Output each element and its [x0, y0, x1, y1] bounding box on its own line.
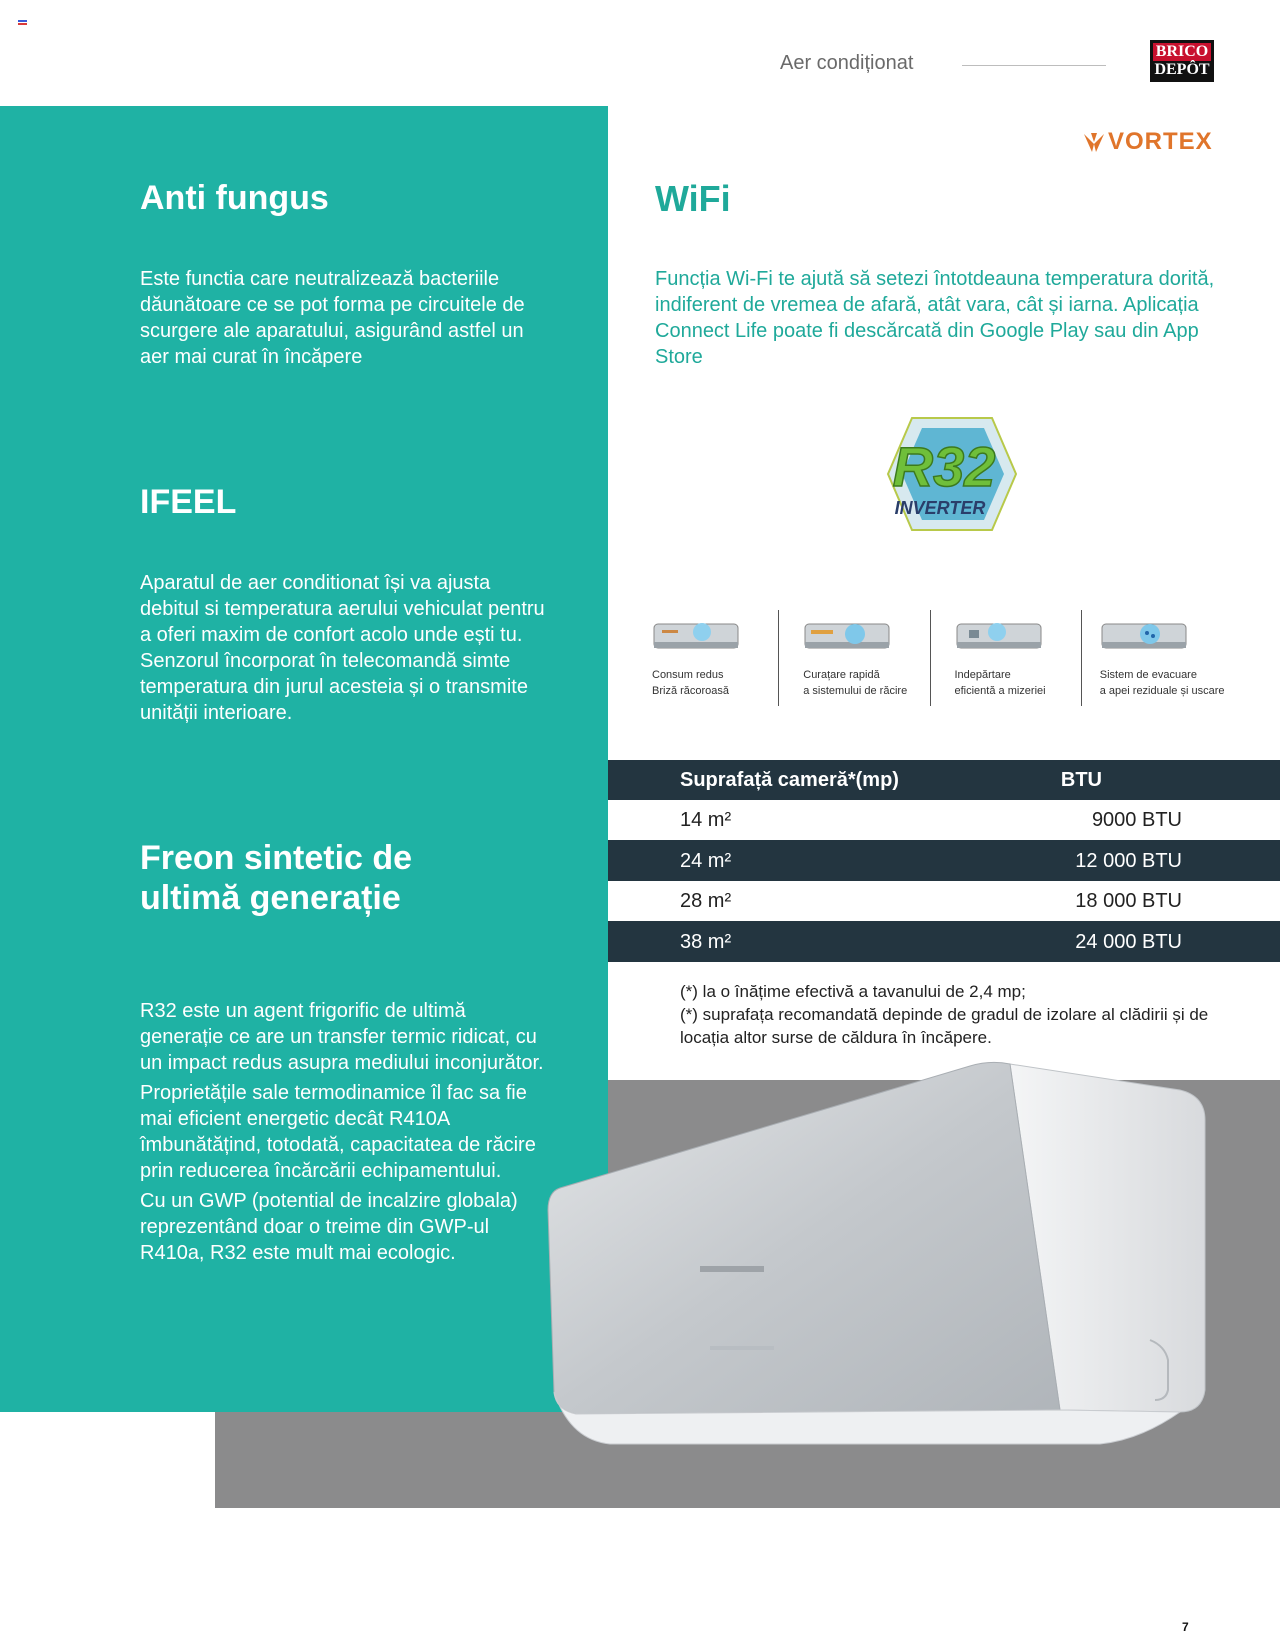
anti-fungus-title: Anti fungus: [140, 179, 329, 217]
ac-cleaning-icon: [803, 616, 895, 656]
table-header-row: [608, 760, 1280, 800]
table-header-btu: BTU: [1060, 768, 1102, 791]
feature-item: [1082, 610, 1226, 706]
table-row: [608, 841, 1280, 881]
feature-caption-line2: eficientă a mizeriei: [954, 685, 1046, 697]
wifi-text: Funcția Wi-Fi te ajută să setezi întotdeauna temperatura dorită, indiferent de vremea de afară, atât vara, cât și iarna. Aplicația Connect Life poate fi descărcată din Google Play sau din App Store: [655, 268, 1215, 368]
inverter-text: INVERTER: [894, 498, 986, 518]
feature-item: [779, 610, 930, 706]
freon-paragraph-3: Cu un GWP (potential de incalzire globala) reprezentând doar o treime din GWP-ul R410a, R32 este mult mai ecologic.: [140, 1190, 518, 1264]
corner-mark-icon: [18, 20, 27, 26]
table-row: [608, 922, 1280, 962]
brico-logo-line1: BRICO: [1153, 43, 1211, 61]
ifeel-title: IFEEL: [140, 483, 237, 521]
brico-logo-line2: DEPÔT: [1154, 61, 1210, 78]
wifi-title: WiFi: [655, 178, 731, 219]
table-cell-area: 24 m²: [680, 849, 732, 872]
table-notes: [680, 980, 1240, 1049]
feature-caption-line2: a apei reziduale și uscare: [1099, 685, 1225, 697]
feature-caption-line1: Consum redus: [652, 669, 724, 681]
feature-item: [931, 610, 1082, 706]
freon-paragraph-2: Proprietățile sale termodinamice îl fac sa fie mai eficient energetic decât R410A îmbunătățind, totodată, capacitatea de răcire prin reducerea încărcării echipamentului.: [140, 1082, 536, 1182]
table-row: [608, 800, 1280, 841]
table-row: [608, 881, 1280, 922]
freon-title-line1: Freon sintetic de: [140, 839, 413, 877]
feature-caption-line2: a sistemului de răcire: [803, 685, 908, 697]
table-cell-btu: 9000 BTU: [1091, 808, 1182, 831]
freon-title-line2: ultimă generație: [140, 879, 401, 917]
feature-strip: [646, 610, 1226, 706]
header-divider: [962, 65, 1106, 66]
table-cell-btu: 12 000 BTU: [1075, 849, 1182, 872]
r32-text: R32: [892, 435, 996, 498]
feature-caption-line1: Sistem de evacuare: [1099, 669, 1197, 681]
air-conditioner-unit-image: [540, 1060, 1220, 1460]
section-title: Aer condiționat: [780, 52, 914, 74]
ifeel-section: [140, 482, 560, 522]
ifeel-text: Aparatul de aer conditionat își va ajusta debitul si temperatura aerului vehiculat pentru a oferi maxim de confort acolo unde ești tu. Senzorul încorporat în telecomandă simte temperatura din jurul acesteia și o transmite unității interioare.: [140, 572, 545, 724]
table-header-area: Suprafață cameră*(mp): [680, 768, 899, 791]
table-cell-area: 38 m²: [680, 930, 732, 953]
table-cell-btu: 18 000 BTU: [1075, 889, 1182, 912]
r32-inverter-badge: [860, 414, 1020, 534]
feature-item: [646, 610, 779, 706]
feature-caption-line2: Briză răcoroasă: [652, 685, 730, 697]
feature-caption-line1: Curațare rapidă: [803, 669, 880, 681]
note-2: (*) suprafața recomandată depinde de gradul de izolare al clădirii și de locația altor surse de căldura în încăpere.: [680, 1005, 1209, 1047]
anti-fungus-text: Este functia care neutralizează bacteriile dăunătoare ce se pot forma pe circuitele de scurgere ale aparatului, asigurând astfel un aer mai curat în încăpere: [140, 268, 525, 368]
ifeel-body: [140, 570, 550, 726]
table-cell-area: 28 m²: [680, 889, 732, 912]
btu-table: [608, 760, 1280, 962]
table-cell-btu: 24 000 BTU: [1075, 930, 1182, 953]
freon-paragraph-1: R32 este un agent frigorific de ultimă generație ce are un transfer termic ridicat, cu un impact redus asupra mediului inconjurător.: [140, 1000, 544, 1074]
table-cell-area: 14 m²: [680, 808, 732, 831]
brico-depot-logo: [1150, 40, 1214, 82]
anti-fungus-section: [140, 178, 560, 218]
freon-section: [140, 838, 580, 918]
feature-caption-line1: Indepărtare: [954, 669, 1011, 681]
ac-drain-icon: [1100, 616, 1192, 656]
page-number: 7: [1182, 1620, 1189, 1634]
anti-fungus-body: [140, 266, 550, 370]
ac-dirt-removal-icon: [955, 616, 1047, 656]
note-1: (*) la o înățime efectivă a tavanului de 2,4 mp;: [680, 982, 1026, 1001]
vortex-logo: [1082, 128, 1213, 156]
ac-consumption-icon: [652, 616, 744, 656]
freon-body: [140, 998, 550, 1266]
vortex-flame-icon: [1082, 130, 1106, 154]
vortex-logo-text: VORTEX: [1108, 128, 1213, 155]
